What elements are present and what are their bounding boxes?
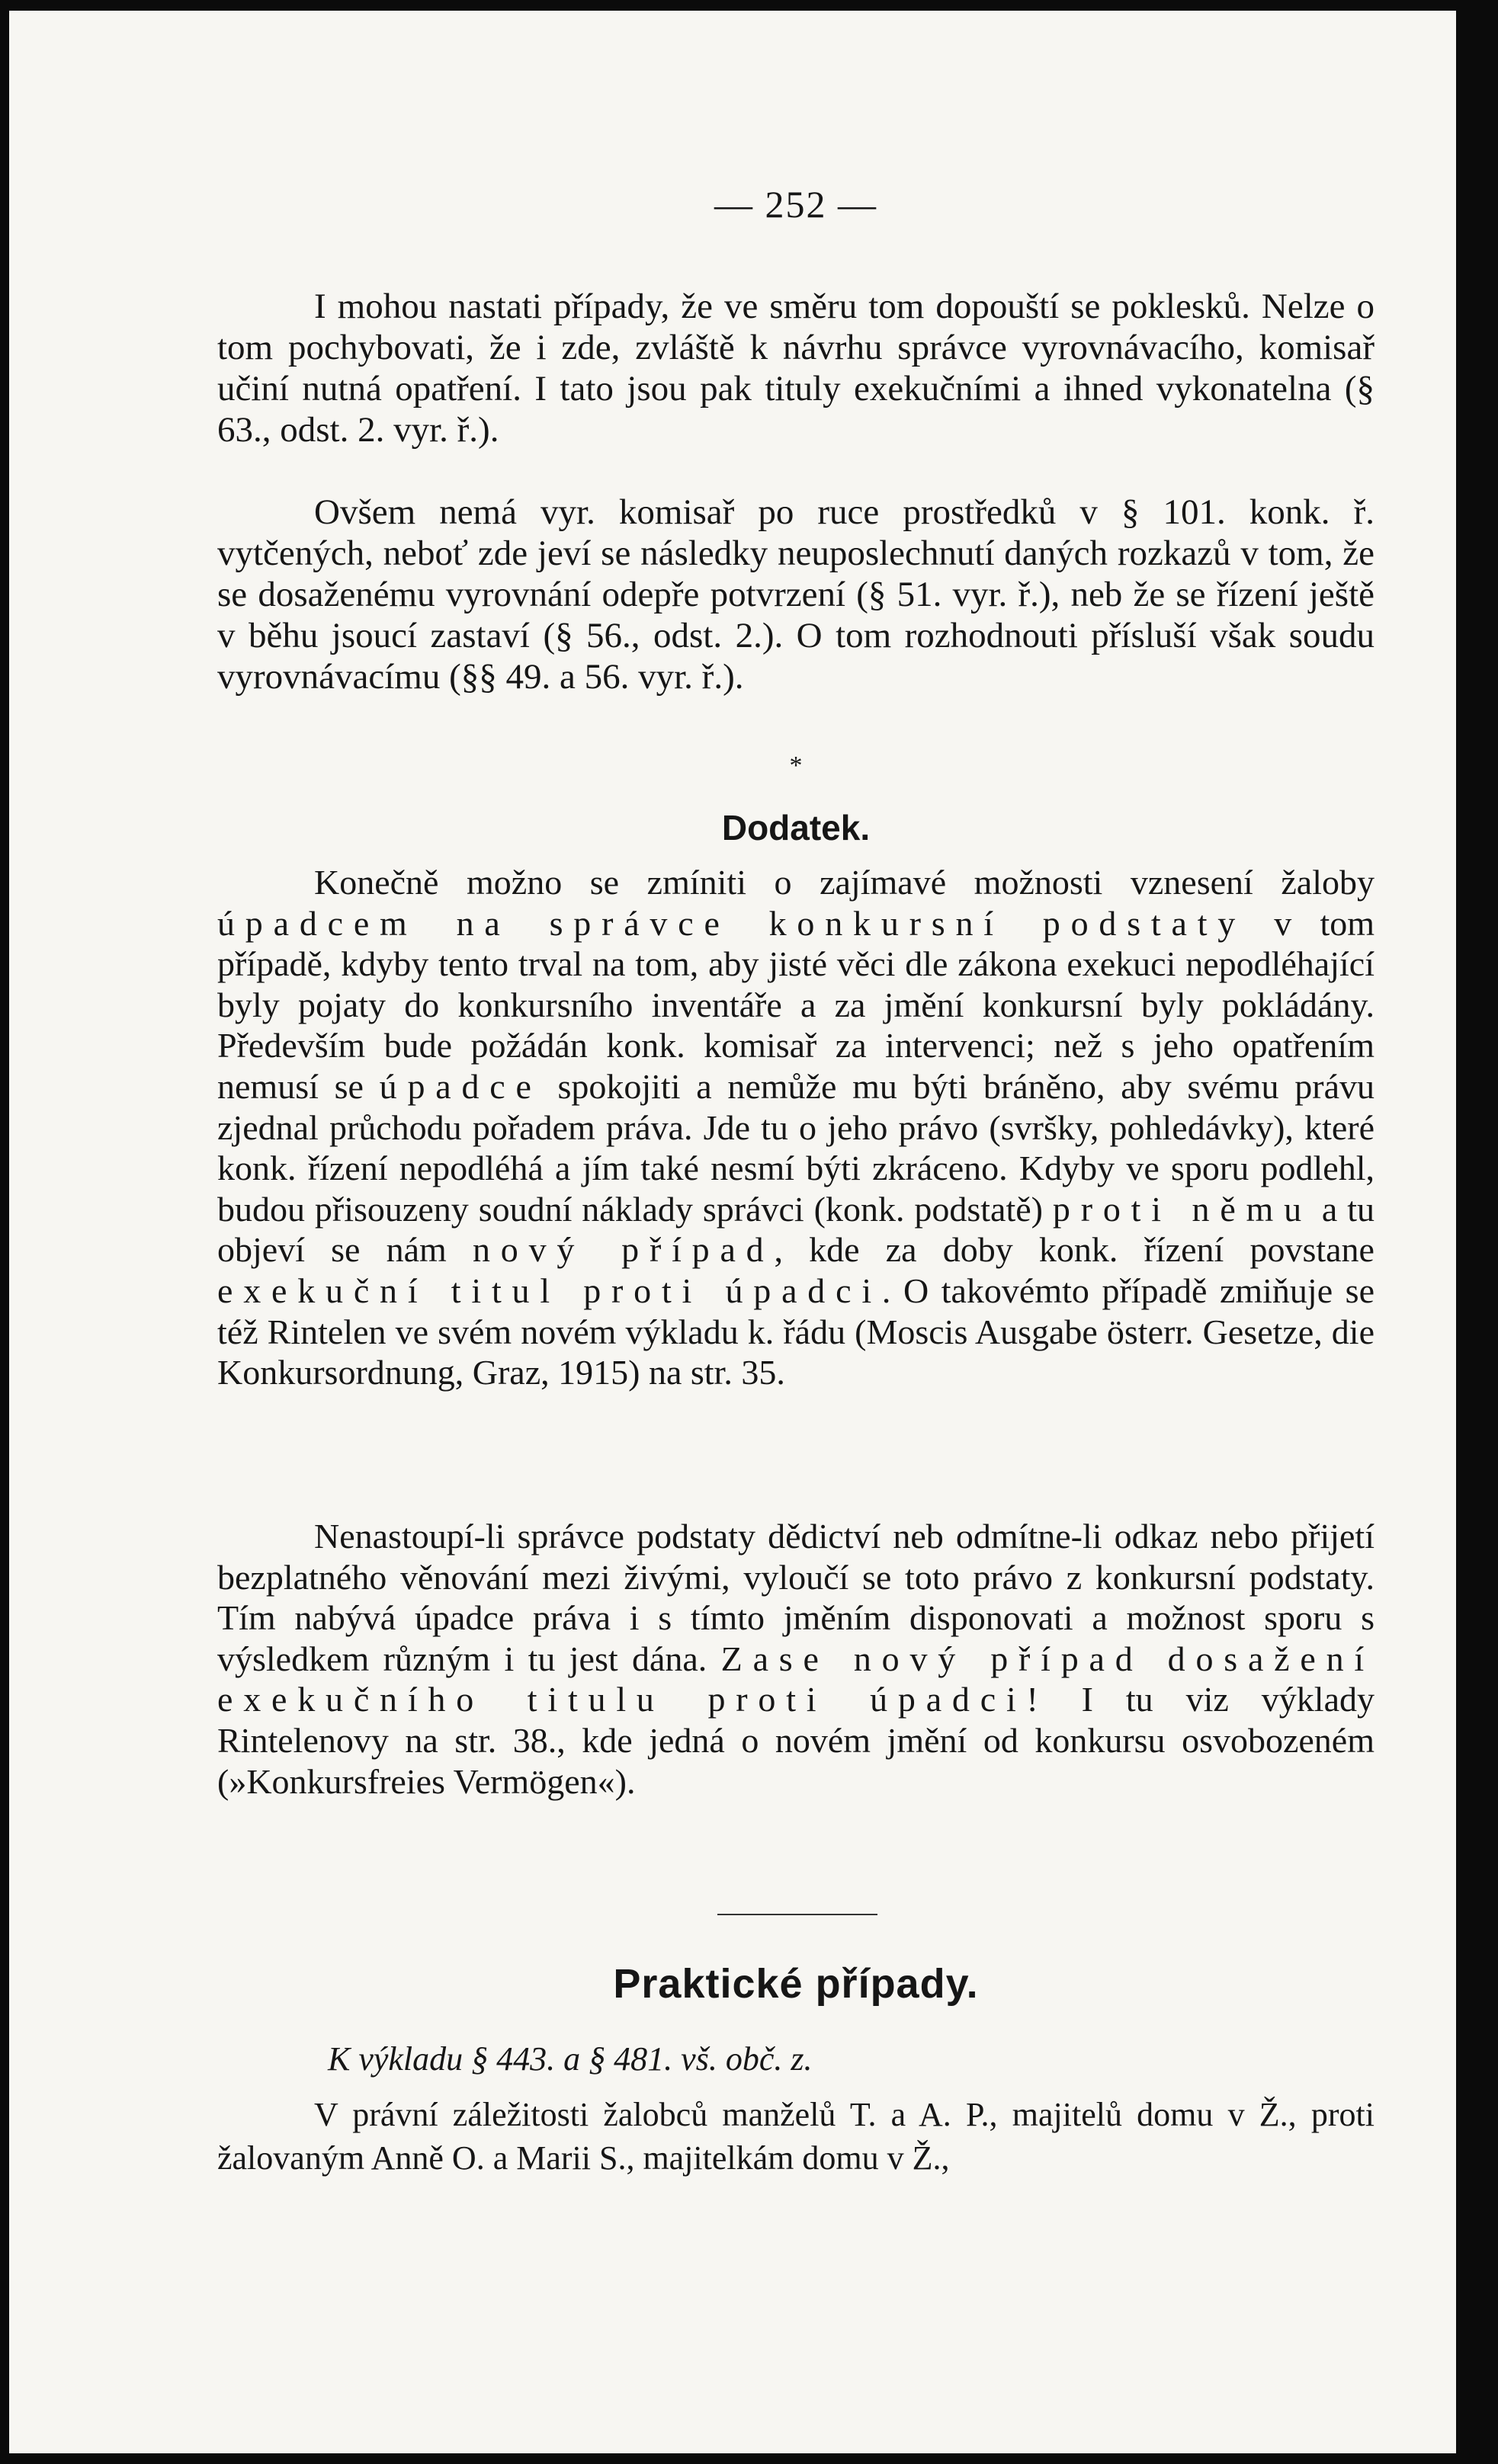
spaced-emphasis: nový případ <box>473 1230 775 1270</box>
spaced-emphasis: Zase nový případ dosažení exekučního titulu proti úpadci! <box>217 1639 1375 1719</box>
case-subheading: K výkladu § 443. a § 481. vš. obč. z. <box>328 2040 813 2078</box>
paragraph-4: Nenastoupí-li správce podstaty dědictví neb odmítne-li odkaz nebo přijetí bezplatného věnování mezi živými, vyloučí se toto právo z konkursní podstaty. Tím nabývá úpadce práva i s tímto jměním disponovati a možnost sporu s výsledkem různým i tu jest dána. Zase nový případ dosažení exekučního titulu proti úpadci! I tu viz výklady Rintelenovy na str. 38., kde jedná o novém jmění od konkursu osvobozeném (»Konkursfreies Vermögen«). <box>217 1517 1375 1801</box>
section-separator-asterisk: * <box>789 751 803 780</box>
paragraph-1: I mohou nastati případy, že ve směru tom dopouští se poklesků. Nelze o tom pochybovati, že i zde, zvláště k návrhu správce vyrovnávacího, komisař učiní nutná opatření. I tato jsou pak tituly exekučními a ihned vykonatelna (§ 63., odst. 2. vyr. ř.). <box>217 287 1375 450</box>
paragraph-2: Ovšem nemá vyr. komisař po ruce prostředků v § 101. konk. ř. vytčených, neboť zde jeví se následky neuposlechnutí daných rozkazů v tom, že se dosaženému vyrovnání odepře potvrzení (§ 51. vyr. ř.), neb že se řízení ještě v běhu jsoucí zastaví (§ 56., odst. 2.). O tom rozhodnouti přísluší však soudu vyrovnávacímu (§§ 49. a 56. vyr. ř.). <box>217 492 1375 697</box>
paragraph-5: V právní záležitosti žalobců manželů T. a A. P., majitelů domu v Ž., proti žalovaným Anně O. a Marii S., majitelkám domu v Ž., <box>217 2096 1375 2177</box>
book-page <box>9 11 1456 2453</box>
spaced-emphasis: úpadcem na správce konkursní podstaty <box>217 903 1246 943</box>
section-heading-prakticke-pripady: Praktické případy. <box>613 1961 979 2007</box>
section-heading-dodatek: Dodatek. <box>721 808 871 848</box>
page-number: — 252 — <box>714 183 877 226</box>
spaced-emphasis: úpadce <box>379 1066 542 1106</box>
paragraph-3: Konečně možno se zmíniti o zajímavé možnosti vznesení žaloby úpadcem na správce konkursní podstaty v tom případě, kdyby tento trval na tom, aby jisté věci dle zákona exekuci nepodléhající byly pojaty do konkursního inventáře a za jmění konkursní byly pokládány. Především bude požádán konk. komisař za intervenci; než s jeho opatřením nemusí se úpadce spokojiti a nemůže mu býti bráněno, aby svému právu zjednal průchodu pořadem práva. Jde tu o jeho právo (svršky, pohledávky), které konk. řízení nepodléhá a jím také nesmí býti zkráceno. Kdyby ve sporu podlehl, budou přisouzeny soudní náklady správci (konk. podstatě) proti němu a tu objeví se nám nový případ, kde za doby konk. řízení povstane exekuční titul proti úpadci. O takovémto případě zmiňuje se též Rintelen ve svém novém výkladu k. řádu (Moscis Ausgabe österr. Gesetze, die Konkursordnung, Graz, 1915) na str. 35. <box>217 863 1375 1392</box>
spaced-emphasis: exekuční titul proti úpadci <box>217 1270 882 1310</box>
horizontal-rule <box>717 1914 877 1915</box>
spaced-emphasis: proti němu <box>1052 1189 1312 1229</box>
